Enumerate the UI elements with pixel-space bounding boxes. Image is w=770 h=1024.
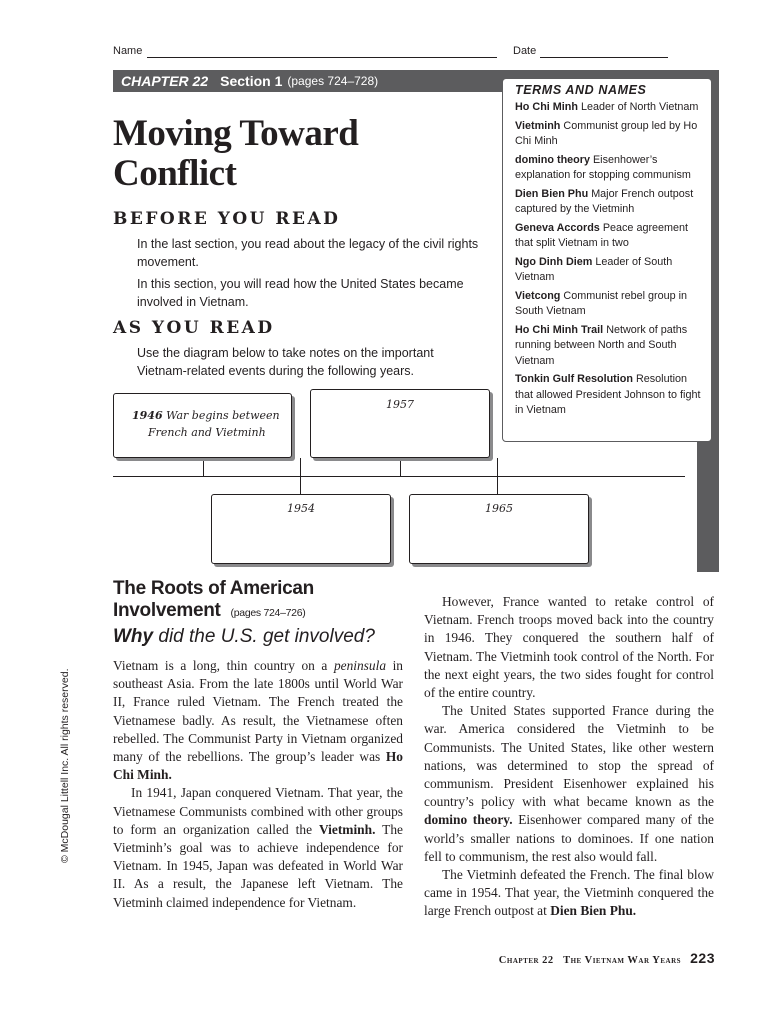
box-1965-year: 1965: [485, 502, 513, 515]
footer-chapter: Chapter 22: [498, 955, 554, 966]
timeline-tick-1954: [300, 476, 301, 494]
chapter-number: CHAPTER 22: [121, 73, 209, 89]
box-1957-year: 1957: [386, 398, 414, 411]
section-pages: (pages 724–728): [287, 74, 379, 88]
term-geneva-accords: Geneva Accords Peace agreement that split Vietnam in two: [515, 221, 689, 249]
term-dien-bien-phu: Dien Bien Phu Major French outpost captured by the Vietminh: [515, 187, 694, 215]
timeline-box-1954[interactable]: [211, 494, 391, 564]
left-column-text: Vietnam is a long, thin country on a peninsula in southeast Asia. From the late 1800s until World War II, France ruled Vietnam. The French treated the Vietnamese badly. As result, the Vietnamese often rebelled. The Communist Party in Vietnam organized many of the rebellions. The group’s leader was Ho Chi Minh. In 1941, Japan conquered Vietnam. That year, the Vietnamese Communists combined with other groups to form an organization called the Vietminh. The Vietminh’s goal was to achieve independence for Vietnam. In 1945, Japan was defeated in World War II. As a result, the Japanese left Vietnam. The Vietminh claimed independence for Vietnam.: [113, 658, 403, 910]
box-1954-year: 1954: [287, 502, 315, 515]
page-footer: [465, 950, 715, 966]
timeline-box-1957[interactable]: [310, 389, 490, 458]
copyright-notice: © McDougal Littell Inc. All rights reserved.: [59, 668, 71, 863]
name-line[interactable]: [147, 57, 497, 58]
why-question: Why did the U.S. get involved?: [113, 626, 375, 647]
as-you-read-heading: AS YOU READ: [113, 318, 275, 338]
term-tonkin-gulf-resolution: Tonkin Gulf Resolution Resolution that allowed President Johnson to fight in Vietnam: [515, 373, 701, 416]
as-you-read-body: Use the diagram below to take notes on the important Vietnam-related events during the following years.: [137, 346, 434, 378]
timeline-tick-1957-left: [300, 458, 301, 476]
terms-and-names-box: [502, 78, 712, 442]
roots-pages: (pages 724–726): [230, 607, 306, 619]
name-label: Name: [113, 45, 143, 57]
term-domino-theory: domino theory Eisenhower’s explanation for stopping communism: [515, 153, 691, 181]
term-vietcong: Vietcong Communist rebel group in South Vietnam: [515, 289, 688, 317]
term-ho-chi-minh-trail: Ho Chi Minh Trail Network of paths running between North and South Vietnam: [515, 323, 688, 367]
timeline-box-1946[interactable]: [113, 393, 292, 458]
before-you-read-heading: BEFORE YOU READ: [113, 209, 341, 229]
date-label: Date: [513, 45, 537, 57]
box-1946-line1: 1946 War begins between: [132, 409, 280, 422]
term-vietminh: Vietminh Communist group led by Ho Chi Minh: [515, 119, 698, 147]
term-ngo-dinh-diem: Ngo Dinh Diem Leader of South Vietnam: [515, 255, 673, 283]
section-number: Section 1: [220, 73, 283, 89]
terms-title: TERMS AND NAMES: [515, 83, 647, 97]
timeline-tick-1957-right: [400, 458, 401, 476]
term-ho-chi-minh: Ho Chi Minh Leader of North Vietnam: [515, 101, 699, 113]
timeline-tick-end: [497, 458, 498, 476]
box-1946-line2: French and Vietminh: [148, 426, 266, 439]
footer-title: The Vietnam War Years: [563, 955, 682, 966]
before-you-read-body: In the last section, you read about the legacy of the civil rights movement. In this section, you will read how the United States became involved in Vietnam.: [137, 237, 479, 309]
roots-heading: The Roots of American Involvement (pages 724–726): [113, 578, 314, 621]
timeline-tick-1946: [203, 458, 204, 476]
timeline-line: [113, 476, 685, 477]
timeline-box-1965[interactable]: [409, 494, 589, 564]
date-line[interactable]: [540, 57, 668, 58]
timeline-tick-1965: [497, 476, 498, 494]
right-column-text: However, France wanted to retake control of Vietnam. French troops moved back into the country in 1946. They conquered the southern half of Vietnam. The Vietminh took control of the North. For the next eight years, the two sides fought for control of the entire country. The United States supported France during the war. America considered the Vietminh to be Communists. The United States, like other western nations, was determined to stop the spread of communism. President Eisenhower explained his country’s policy with what became known as the domino theory. Eisenhower compared many of the world’s smaller nations to dominoes. If one nation fell to communism, the rest also would fall. The Vietminh defeated the French. The final blow came in 1954. That year, the Vietminh conquered the large French outpost at Dien Bien Phu.: [424, 594, 714, 919]
page-number: 223: [690, 950, 715, 966]
page-title: Moving Toward Conflict: [113, 113, 359, 194]
